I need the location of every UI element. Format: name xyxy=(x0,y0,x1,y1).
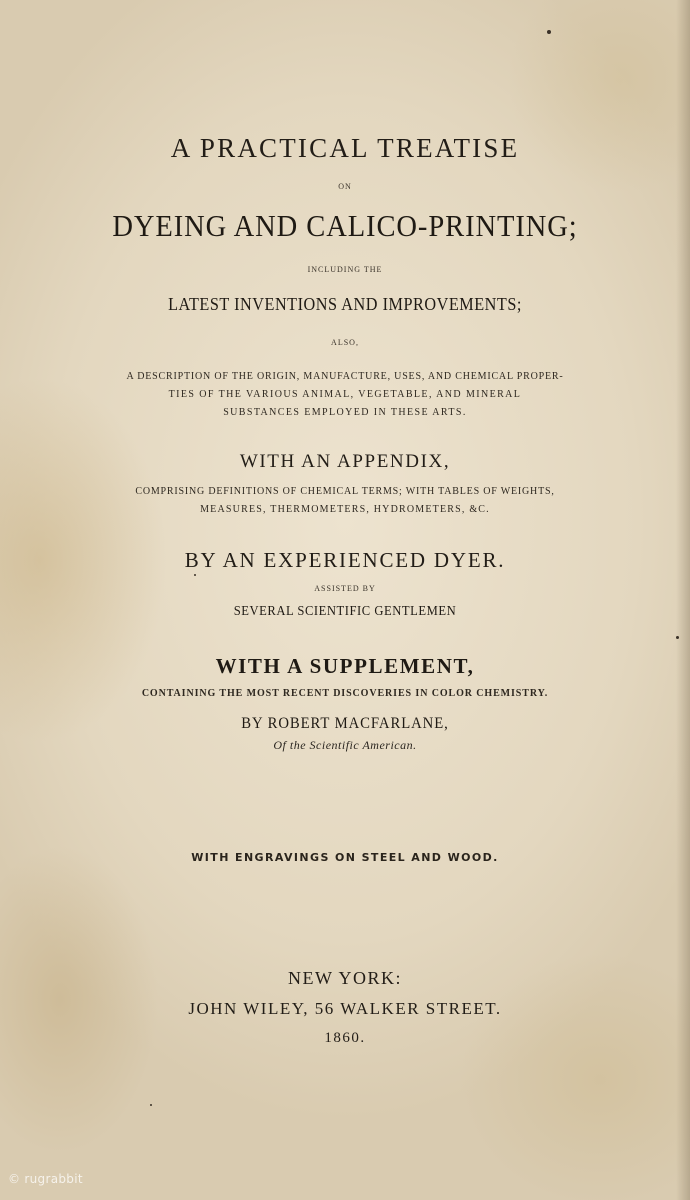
imprint-year: 1860. xyxy=(324,1030,366,1046)
page-edge-shadow xyxy=(676,0,690,1200)
appendix-line-2: MEASURES, THERMOMETERS, HYDROMETERS, &C. xyxy=(200,504,490,515)
ink-speck xyxy=(676,636,679,639)
supplement-author: BY ROBERT MACFARLANE, xyxy=(241,715,449,732)
description-line-1: A DESCRIPTION OF THE ORIGIN, MANUFACTURE, USES, AND CHEMICAL PROPER- xyxy=(126,371,564,382)
appendix-heading: WITH AN APPENDIX, xyxy=(239,451,451,472)
ink-speck xyxy=(547,30,551,34)
subject-heading: DYEING AND CALICO-PRINTING; xyxy=(112,208,578,243)
description-line-2: TIES OF THE VARIOUS ANIMAL, VEGETABLE, AND MINERAL xyxy=(168,389,522,400)
on-word: ON xyxy=(338,182,352,191)
supplement-line: CONTAINING THE MOST RECENT DISCOVERIES IN COLOR CHEMISTRY. xyxy=(141,688,549,699)
including-word: INCLUDING THE xyxy=(307,265,383,274)
also-word: ALSO, xyxy=(331,338,359,347)
description-line-3: SUBSTANCES EMPLOYED IN THESE ARTS. xyxy=(223,407,467,418)
assisted-by: ASSISTED BY xyxy=(314,584,376,593)
imprint-publisher: JOHN WILEY, 56 WALKER STREET. xyxy=(188,999,502,1018)
appendix-line-1: COMPRISING DEFINITIONS OF CHEMICAL TERMS; WITH TABLES OF WEIGHTS, xyxy=(135,486,555,497)
book-title: A PRACTICAL TREATISE xyxy=(170,133,520,163)
assistants-line: SEVERAL SCIENTIFIC GENTLEMEN xyxy=(233,604,457,619)
latest-inventions-line: LATEST INVENTIONS AND IMPROVEMENTS; xyxy=(168,294,522,314)
supplement-heading: WITH A SUPPLEMENT, xyxy=(215,654,475,678)
watermark: © rugrabbit xyxy=(8,1172,83,1186)
author-line: BY AN EXPERIENCED DYER. xyxy=(184,548,506,572)
ink-speck xyxy=(194,574,196,576)
ink-speck xyxy=(150,1104,152,1106)
imprint-city: NEW YORK: xyxy=(288,968,402,988)
supplement-affiliation: Of the Scientific American. xyxy=(273,738,417,752)
engravings-line: WITH ENGRAVINGS ON STEEL AND WOOD. xyxy=(191,851,499,864)
